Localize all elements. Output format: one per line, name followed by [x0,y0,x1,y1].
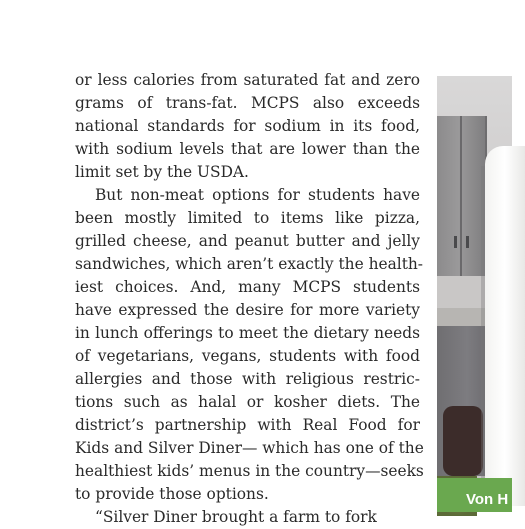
photo-caption-bar [437,478,512,512]
text-line: district’s partnership with Real Food for [75,416,420,434]
text-line: tions such as halal or kosher diets. The [75,393,420,411]
text-line: allergies and those with religious restric- [75,370,420,388]
photo-dark-object [443,406,483,476]
text-line: grilled cheese, and peanut butter and jelly [75,232,420,250]
text-line: Kids and Silver Diner— which has one of the [75,439,424,457]
text-line: to provide those options. [75,485,269,503]
text-line: of vegetarians, vegans, students with food [75,347,420,365]
text-line: national standards for sodium in its food, [75,117,420,135]
photo-upper-cabinet [437,116,487,276]
text-line: with sodium levels that are lower than the [75,140,420,158]
text-line: been mostly limited to items like pizza, [75,209,420,227]
text-line: iest choices. And, many MCPS students [75,278,420,296]
text-line: sandwiches, which aren’t exactly the health- [75,255,424,273]
text-line: But non-meat options for students have [95,186,420,204]
text-line: healthiest kids’ menus in the country—seeks [75,462,424,480]
text-line: “Silver Diner brought a farm to fork [95,508,377,526]
photo-caption: Von H [466,491,509,508]
text-line: in lunch offerings to meet the dietary needs [75,324,420,342]
text-line: grams of trans-fat. MCPS also exceeds [75,94,420,112]
photo-person-white-coat [485,146,525,506]
photo-cabinet-divider [460,116,462,276]
text-line: have expressed the desire for more variety [75,301,420,319]
photo-cabinet-handle [466,236,469,248]
text-line: limit set by the USDA. [75,163,249,181]
article-column [75,69,424,529]
text-line: or less calories from saturated fat and zero [75,71,420,89]
photo-cabinet-handle [454,236,457,248]
kitchen-photo [437,76,512,512]
